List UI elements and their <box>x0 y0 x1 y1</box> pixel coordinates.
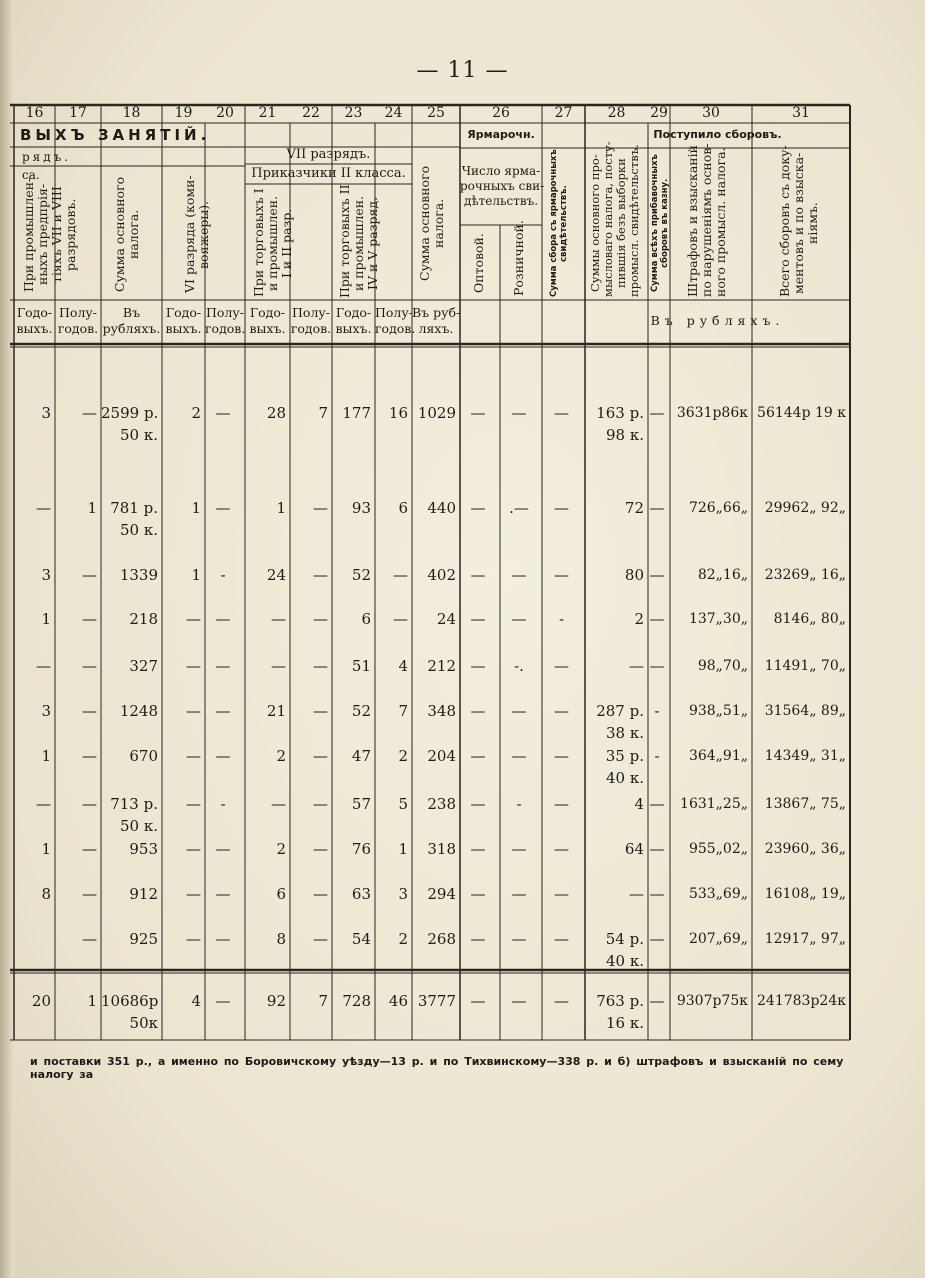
table-cell-c23: 177 <box>342 404 371 422</box>
table-cell-c24: 16 <box>388 404 408 422</box>
table-cell-c28: 2 <box>634 610 644 628</box>
table-cell-c16: 3 <box>41 566 51 584</box>
unit-label: Въ рубляхъ. <box>102 305 161 336</box>
table-cell-c30: 137„30„ <box>688 611 748 627</box>
table-cell-c30: 207„69„ <box>688 931 748 947</box>
table-cell-c28: — <box>629 657 644 675</box>
table-cell-c30: 9307р75к <box>676 993 748 1009</box>
razryad-fragment: рядъ. <box>22 150 72 164</box>
col25-header: Сумма основного налога. <box>417 165 446 282</box>
table-cell-c22: — <box>313 657 328 675</box>
col30-header: Штрафовъ и взысканій по нарушеніямъ основ- ного промысл. налога. <box>685 143 728 297</box>
table-cell-c28: 64 <box>624 840 644 858</box>
table-cell-c19: 2 <box>191 404 201 422</box>
table-cell-c20: — <box>215 992 231 1010</box>
table-cell-c26b: -. <box>514 657 524 675</box>
table-cell-c27: - <box>558 610 565 628</box>
section-title: ВЫХЪ ЗАНЯТІЙ. <box>20 126 211 144</box>
table-cell-c25: 402 <box>427 566 456 584</box>
postupilo-header: Поступило сборовъ. <box>653 128 782 141</box>
table-cell-c30: 82„16„ <box>697 567 748 583</box>
table-cell-c17: 1 <box>87 992 97 1010</box>
table-cell-c31: 31564„ 89„ <box>764 703 846 719</box>
table-cell-c18: 10686р 50к <box>101 992 159 1032</box>
table-cell-c23: 57 <box>351 795 371 813</box>
col-number: 27 <box>554 105 573 121</box>
table-cell-c26a: — <box>470 840 486 858</box>
table-cell-c25: 3777 <box>417 992 456 1010</box>
table-cell-c21: 21 <box>266 702 286 720</box>
col19-20-header: VI разряда (коми- вояжеры). <box>182 175 211 294</box>
table-cell-c20: - <box>220 566 226 584</box>
col-number: 16 <box>25 105 44 121</box>
table-cell-c25: 24 <box>436 610 456 628</box>
table-cell-c22: 7 <box>318 992 328 1010</box>
table-cell-c22: — <box>313 610 328 628</box>
table-cell-c24: 46 <box>388 992 408 1010</box>
chislo-yarm-header: Число ярма- рочныхъ сви- дѣтельствъ. <box>460 164 545 208</box>
table-cell-c29: — <box>649 992 665 1010</box>
table-cell-c26b: - <box>516 795 522 813</box>
table-cell-c29: - <box>654 702 660 720</box>
table-cell-c21: 1 <box>276 499 286 517</box>
unit-label: Въ руб- ляхъ. <box>412 305 461 336</box>
table-cell-c30: 533„69„ <box>688 886 748 902</box>
table-cell-c27: — <box>554 499 569 517</box>
table-cell-c24: 3 <box>398 885 408 903</box>
table-cell-c16: — <box>36 795 51 813</box>
table-cell-c21: 6 <box>276 885 286 903</box>
table-cell-c21: — <box>271 657 286 675</box>
unit-label-rubles: Въ рубляхъ. <box>650 313 785 328</box>
table-cell-c27: — <box>554 702 569 720</box>
table-cell-c22: — <box>313 566 328 584</box>
table-cell-c21: 8 <box>276 930 286 948</box>
table-cell-c18: 670 <box>129 747 158 765</box>
table-cell-c27: — <box>554 404 569 422</box>
table-cell-c22: — <box>313 702 328 720</box>
table-cell-c31: 11491„ 70„ <box>764 658 846 674</box>
table-cell-c20: - <box>220 795 226 813</box>
table-cell-c18: 781 р. 50 к. <box>110 499 158 539</box>
table-cell-c22: — <box>313 840 328 858</box>
table-cell-c26a: — <box>470 885 486 903</box>
table-cell-c17: — <box>82 610 97 628</box>
yarmorochn-header: Ярмарочн. <box>467 128 535 141</box>
table-cell-c21: 2 <box>276 747 286 765</box>
table-cell-c18: 925 <box>129 930 158 948</box>
table-cell-c25: 348 <box>427 702 456 720</box>
table-cell-c24: 7 <box>398 702 408 720</box>
col23-24-header: При торговыхъ II и промышлен. IV и V разряд. <box>337 184 380 298</box>
table-cell-c31: 14349„ 31„ <box>764 748 846 764</box>
col21-22-header: При торговыхъ I и промышлен. I и II разр. <box>251 188 294 298</box>
table-cell-c29: — <box>649 566 665 584</box>
table-cell-c20: — <box>215 610 231 628</box>
table-cell-c31: 13867„ 75„ <box>764 796 846 812</box>
table-cell-c19: — <box>186 795 201 813</box>
table-cell-c27: — <box>554 930 569 948</box>
table-cell-c20: — <box>215 404 231 422</box>
col16-17-header: При промышлен- ныхъ предпрія- тіяхъ VII и VIII разрядовъ. <box>21 177 78 292</box>
table-cell-c20: — <box>215 657 231 675</box>
table-cell-c18: 912 <box>129 885 158 903</box>
table-cell-c23: 76 <box>351 840 371 858</box>
table-cell-c27: — <box>554 885 569 903</box>
table-cell-c26b: — <box>511 930 527 948</box>
table-cell-c17: — <box>82 702 97 720</box>
table-cell-c19: — <box>186 885 201 903</box>
table-cell-c22: — <box>313 930 328 948</box>
table-cell-c24: 6 <box>398 499 408 517</box>
table-cell-c23: 51 <box>351 657 371 675</box>
table-cell-c29: — <box>649 499 665 517</box>
table-cell-c26b: — <box>511 747 527 765</box>
table-cell-c27: — <box>554 747 569 765</box>
table-cell-c21: — <box>271 795 286 813</box>
table-cell-c21: 28 <box>266 404 286 422</box>
unit-label: Годо- выхъ. <box>165 305 202 336</box>
table-cell-c31: 8146„ 80„ <box>773 611 846 627</box>
table-cell-c31: 241783р24к <box>757 993 846 1009</box>
unit-label: Годо- выхъ. <box>335 305 372 336</box>
table-cell-c31: 16108„ 19„ <box>764 886 846 902</box>
col26a-header: Оптовой. <box>471 233 486 293</box>
table-cell-c25: 318 <box>427 840 456 858</box>
table-cell-c16: — <box>36 499 51 517</box>
col-number: 31 <box>792 105 810 121</box>
table-cell-c29: - <box>654 747 660 765</box>
table-cell-c26b: — <box>511 840 527 858</box>
table-cell-c28: 4 <box>634 795 644 813</box>
col-number: 24 <box>384 105 403 121</box>
table-cell-c20: — <box>215 747 231 765</box>
table-cell-c19: — <box>186 840 201 858</box>
table-cell-c26b: — <box>511 992 527 1010</box>
vii-razryad-header: VII разрядъ. <box>286 147 371 162</box>
table-cell-c26b: — <box>511 404 527 422</box>
table-cell-c20: — <box>215 885 231 903</box>
table-cell-c19: — <box>186 702 201 720</box>
table-cell-c30: 955„02„ <box>688 841 748 857</box>
table-cell-c21: 2 <box>276 840 286 858</box>
table-cell-c17: 1 <box>87 499 97 517</box>
col-number: 26 <box>492 105 510 121</box>
table-cell-c29: — <box>649 885 665 903</box>
unit-label: Годо- выхъ. <box>249 305 286 336</box>
table-cell-c21: 92 <box>266 992 286 1010</box>
table-cell-c26b: — <box>511 885 527 903</box>
col18-header: Сумма основного налога. <box>112 176 141 293</box>
table-cell-c20: — <box>215 702 231 720</box>
table-cell-c27: — <box>554 840 569 858</box>
footnote: и поставки 351 р., а именно по Боровичскому уѣзду—13 р. и по Тихвинскому—338 р. и б) штрафовъ и взысканій по сему налогу за <box>30 1055 844 1081</box>
table-cell-c26a: — <box>470 610 486 628</box>
table-cell-c16: 1 <box>41 747 51 765</box>
table-cell-c18: 2599 р. 50 к. <box>101 404 159 444</box>
table-cell-c17: — <box>82 885 97 903</box>
table-cell-c18: 953 <box>129 840 158 858</box>
table-cell-c23: 47 <box>351 747 371 765</box>
table-cell-c27: — <box>554 795 569 813</box>
table-cell-c25: 204 <box>427 747 456 765</box>
table-cell-c16: 8 <box>41 885 51 903</box>
table-cell-c26a: — <box>470 404 486 422</box>
table-cell-c26a: — <box>470 795 486 813</box>
table-cell-c23: 728 <box>342 992 371 1010</box>
table-cell-c26a: — <box>470 747 486 765</box>
col-number: 23 <box>344 105 363 121</box>
table-cell-c23: 63 <box>351 885 371 903</box>
table-cell-c25: 238 <box>427 795 456 813</box>
table-cell-c30: 1631„25„ <box>680 796 748 812</box>
table-cell-c16: 3 <box>41 404 51 422</box>
col-number: 30 <box>702 105 720 121</box>
table-cell-c17: — <box>82 840 97 858</box>
table-cell-c24: — <box>393 610 408 628</box>
table-cell-c21: 24 <box>266 566 286 584</box>
page-number: — 11 — <box>416 58 509 83</box>
unit-label: Полу- годов. <box>57 305 99 336</box>
table-cell-c18: 327 <box>129 657 158 675</box>
table-cell-c28: — <box>629 885 644 903</box>
col-number: 18 <box>122 105 141 121</box>
table-cell-c16: 1 <box>41 610 51 628</box>
table-cell-c19: — <box>186 610 201 628</box>
table-cell-c20: — <box>215 930 231 948</box>
table-cell-c30: 938„51„ <box>688 703 748 719</box>
table-cell-c25: 440 <box>427 499 456 517</box>
table-cell-c23: 6 <box>361 610 371 628</box>
table-cell-c29: — <box>649 404 665 422</box>
col-number: 28 <box>607 105 626 121</box>
table-cell-c17: — <box>82 747 97 765</box>
table-cell-c28: 163 р. 98 к. <box>596 404 644 444</box>
table-cell-c20: — <box>215 499 231 517</box>
table-cell-c30: 98„70„ <box>697 658 748 674</box>
table-cell-c26b: — <box>511 566 527 584</box>
table-cell-c16: 20 <box>31 992 51 1010</box>
unit-label: Полу- годов. <box>205 305 246 336</box>
table-cell-c18: 713 р. 50 к. <box>110 795 158 835</box>
table-cell-c26a: — <box>470 702 486 720</box>
prikazchiki-header: Приказчики II класса. <box>251 166 406 181</box>
table-cell-c24: 5 <box>398 795 408 813</box>
table-cell-c26b: .— <box>509 499 529 517</box>
col-number: 21 <box>258 105 277 121</box>
table-cell-c25: 268 <box>427 930 456 948</box>
table-cell-c28: 35 р. 40 к. <box>605 747 644 787</box>
table-cell-c26b: — <box>511 610 527 628</box>
table-cell-c22: 7 <box>318 404 328 422</box>
table-cell-c23: 52 <box>351 702 371 720</box>
table-cell-c24: — <box>393 566 408 584</box>
table-cell-c18: 218 <box>129 610 158 628</box>
col26b-header: Розничной. <box>511 220 526 296</box>
table-cell-c29: — <box>649 840 665 858</box>
table-cell-c31: 23269„ 16„ <box>764 567 846 583</box>
table-cell-c31: 56144р 19 к <box>757 405 846 421</box>
table-cell-c19: — <box>186 747 201 765</box>
table-cell-c24: 4 <box>398 657 408 675</box>
table-cell-c20: — <box>215 840 231 858</box>
col28-header: Суммы основного про- мысловаго налога, посту- пившія безъ выборки промысл. свидѣтельствъ. <box>588 141 641 297</box>
table-cell-c28: 287 р. 38 к. <box>596 702 644 742</box>
table-cell-c27: — <box>554 657 569 675</box>
table-cell-c30: 364„91„ <box>688 748 748 764</box>
col-number: 22 <box>302 105 320 121</box>
table-cell-c17: — <box>82 657 97 675</box>
table-cell-c22: — <box>313 747 328 765</box>
col-number: 19 <box>174 105 193 121</box>
table-cell-c24: 1 <box>398 840 408 858</box>
table-cell-c17: — <box>82 795 97 813</box>
table-cell-c22: — <box>313 885 328 903</box>
table-cell-c28: 80 <box>624 566 644 584</box>
table-cell-c31: 23960„ 36„ <box>764 841 846 857</box>
table-cell-c29: — <box>649 610 665 628</box>
table-cell-c26a: — <box>470 566 486 584</box>
table-cell-c26b: — <box>511 702 527 720</box>
col31-header: Всего сборовъ съ доку- ментовъ и по взыска- ніямъ. <box>777 145 820 297</box>
table-cell-c26a: — <box>470 992 486 1010</box>
unit-label: Полу- годов. <box>290 305 332 336</box>
table-cell-c31: 12917„ 97„ <box>764 931 846 947</box>
table-cell-c16: 1 <box>41 840 51 858</box>
table-cell-c28: 54 р. 40 к. <box>605 930 644 970</box>
table-cell-c29: — <box>649 930 665 948</box>
col-number: 17 <box>69 105 87 121</box>
table-cell-c17: — <box>82 404 97 422</box>
table-cell-c30: 3631р86к <box>676 405 748 421</box>
table-cell-c23: 52 <box>351 566 371 584</box>
table-cell-c30: 726„66„ <box>688 500 748 516</box>
table-cell-c26a: — <box>470 657 486 675</box>
table-cell-c27: — <box>554 992 569 1010</box>
table-cell-c19: — <box>186 930 201 948</box>
table-cell-c25: 294 <box>427 885 456 903</box>
col27-header: Сумма сбора съ ярмарочныхъ свидѣтельствъ. <box>549 149 569 297</box>
table-cell-c27: — <box>554 566 569 584</box>
table-cell-c24: 2 <box>398 930 408 948</box>
sa-fragment: са. <box>22 168 40 182</box>
col29-header: Сумма всѣхъ прибавочныхъ сборовъ въ казну. <box>650 154 670 293</box>
table-cell-c16: — <box>36 657 51 675</box>
table-cell-c23: 93 <box>351 499 371 517</box>
table-cell-c21: — <box>271 610 286 628</box>
unit-label: Полу- годов. <box>375 305 416 336</box>
table-cell-c29: — <box>649 657 665 675</box>
table-cell-c26a: — <box>470 930 486 948</box>
table-cell-c26a: — <box>470 499 486 517</box>
table-cell-c17: — <box>82 930 97 948</box>
table-cell-c29: — <box>649 795 665 813</box>
table-cell-c19: 1 <box>191 499 201 517</box>
table-cell-c25: 212 <box>427 657 456 675</box>
table-cell-c31: 29962„ 92„ <box>764 500 846 516</box>
table-cell-c24: 2 <box>398 747 408 765</box>
table-cell-c19: 1 <box>191 566 201 584</box>
table-cell-c22: — <box>313 795 328 813</box>
col-number: 20 <box>216 105 234 121</box>
col-number: 29 <box>650 105 668 121</box>
table-cell-c17: — <box>82 566 97 584</box>
table-cell-c18: 1339 <box>119 566 158 584</box>
table-cell-c25: 1029 <box>417 404 456 422</box>
table-cell-c19: 4 <box>191 992 201 1010</box>
table-cell-c28: 763 р. 16 к. <box>596 992 644 1032</box>
table-cell-c16: 3 <box>41 702 51 720</box>
table-cell-c22: — <box>313 499 328 517</box>
col-number: 25 <box>427 105 445 121</box>
table-cell-c23: 54 <box>351 930 371 948</box>
table-cell-c28: 72 <box>624 499 644 517</box>
table-cell-c19: — <box>186 657 201 675</box>
table-cell-c18: 1248 <box>119 702 158 720</box>
unit-label: Годо- выхъ. <box>16 305 53 336</box>
